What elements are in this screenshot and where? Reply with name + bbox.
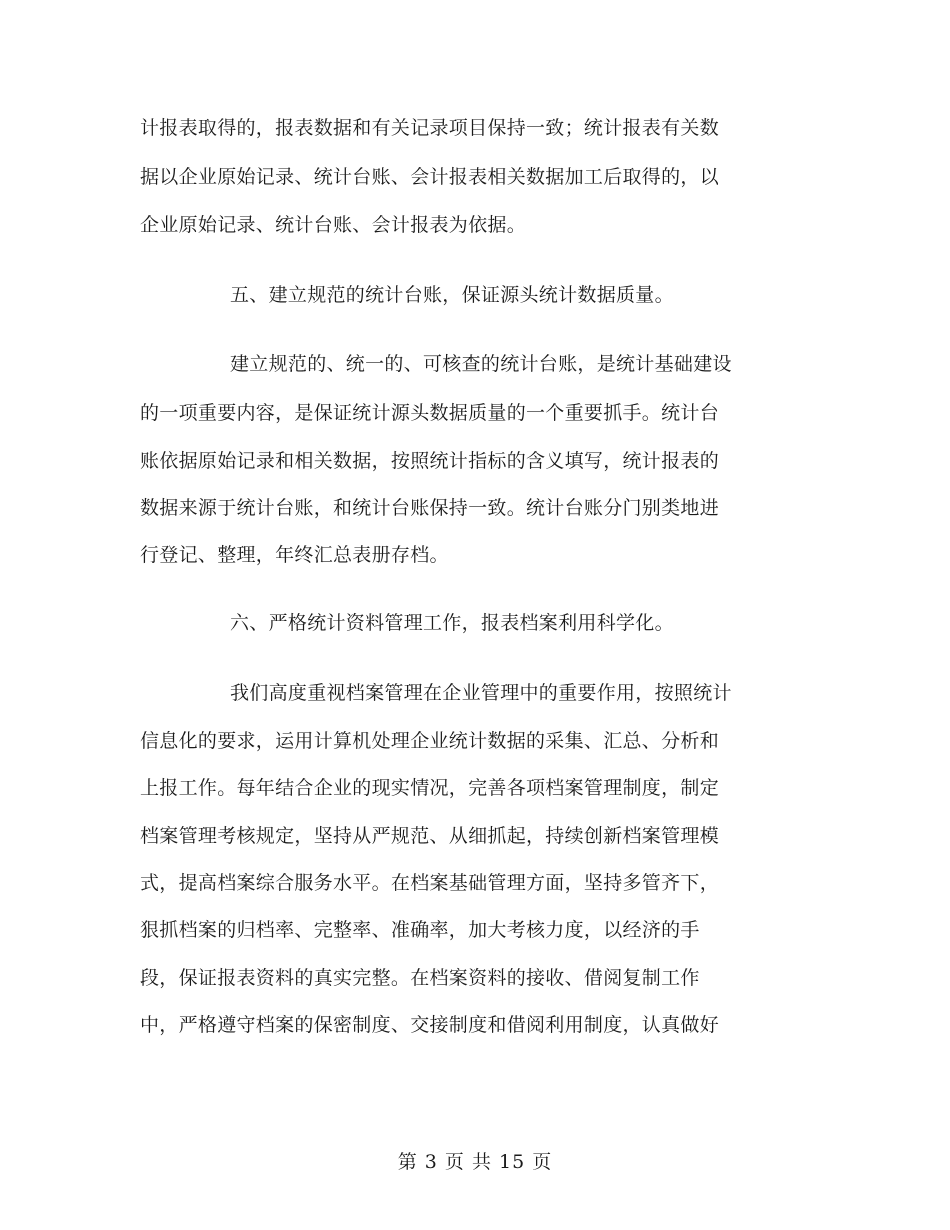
text-line: 中，严格遵守档案的保密制度、交接制度和借阅利用制度，认真做好 [140,1014,720,1036]
text-line: 计报表取得的，报表数据和有关记录项目保持一致；统计报表有关数 [140,117,720,139]
section-heading-5: 五、建立规范的统计台账，保证源头统计数据质量。 [230,284,674,306]
text-line: 据以企业原始记录、统计台账、会计报表相关数据加工后取得的，以 [140,166,720,188]
text-line: 段，保证报表资料的真实完整。在档案资料的接收、借阅复制工作 [140,967,700,989]
page-number-footer: 第 3 页 共 15 页 [397,1151,553,1173]
text-line: 建立规范的、统一的、可核查的统计台账，是统计基础建设 [230,353,732,375]
text-line: 上报工作。每年结合企业的现实情况，完善各项档案管理制度，制定 [140,777,720,799]
text-line: 信息化的要求，运用计算机处理企业统计数据的采集、汇总、分析和 [140,730,720,752]
text-line: 企业原始记录、统计台账、会计报表为依据。 [140,214,527,236]
text-line: 数据来源于统计台账，和统计台账保持一致。统计台账分门别类地进 [140,497,720,519]
text-line: 行登记、整理，年终汇总表册存档。 [140,544,449,566]
text-line: 式，提高档案综合服务水平。在档案基础管理方面，坚持多管齐下， [140,872,720,894]
text-line: 我们高度重视档案管理在企业管理中的重要作用，按照统计 [230,682,732,704]
text-line: 狠抓档案的归档率、完整率、准确率，加大考核力度，以经济的手 [140,919,700,941]
section-heading-6: 六、严格统计资料管理工作，报表档案利用科学化。 [230,612,674,634]
text-line: 档案管理考核规定，坚持从严规范、从细抓起，持续创新档案管理模 [140,825,720,847]
text-line: 的一项重要内容，是保证统计源头数据质量的一个重要抓手。统计台 [140,402,720,424]
text-line: 账依据原始记录和相关数据，按照统计指标的含义填写，统计报表的 [140,450,720,472]
